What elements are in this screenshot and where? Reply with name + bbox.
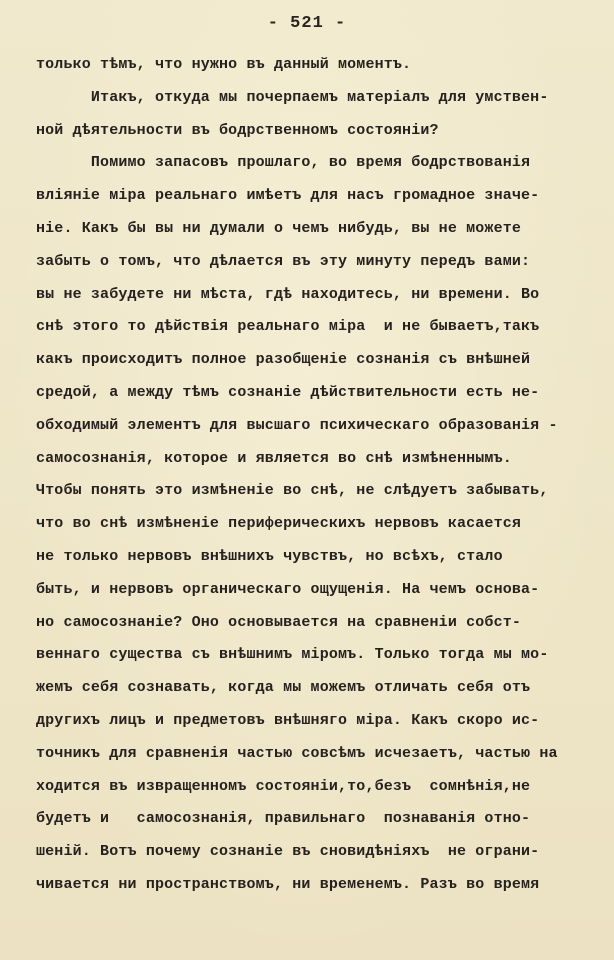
text-line: быть, и нервовъ органическаго ощущенія. На чемъ основа-	[36, 580, 540, 598]
text-line: чивается ни пространствомъ, ни временемъ. Разъ во время	[36, 876, 540, 893]
text-line: вліяніе міра реальнаго имѣетъ для насъ громадное значе-	[36, 187, 540, 205]
text-line: другихъ лицъ и предметовъ внѣшняго міра. Какъ скоро ис-	[36, 712, 540, 729]
text-line: шеній. Вотъ почему сознаніе въ сновидѣніяхъ не ограни-	[36, 843, 540, 861]
text-line: веннаго существа съ внѣшнимъ міромъ. Только тогда мы мо-	[36, 646, 549, 664]
text-line: средой, а между тѣмъ сознаніе дѣйствительности есть не-	[36, 384, 540, 401]
text-line: ніе. Какъ бы вы ни думали о чемъ нибудь, вы не можете	[36, 220, 522, 237]
text-line: Итакъ, откуда мы почерпаемъ матеріалъ для умствен-	[36, 88, 549, 106]
text-line: снѣ этого то дѣйствія реальнаго міра и не бываетъ,такъ	[36, 318, 540, 336]
text-line: будетъ и самосознанія, правильнаго познаванія отно-	[36, 810, 531, 828]
page-number: - 521 -	[267, 14, 347, 33]
text-line: вы не забудете ни мѣста, гдѣ находитесь, ни времени. Во	[36, 285, 540, 303]
text-line: обходимый элементъ для высшаго психическаго образованія -	[36, 416, 558, 434]
text-line: точникъ для сравненія частью совсѣмъ исчезаетъ, частью на	[36, 744, 558, 762]
text-line: что во снѣ измѣненіе периферическихъ нервовъ касается	[36, 515, 522, 533]
text-line: жемъ себя сознавать, когда мы можемъ отличать себя отъ	[36, 679, 531, 697]
text-line: только тѣмъ, что нужно въ данный моментъ.	[36, 56, 412, 73]
text-line: ходится въ извращенномъ состояніи,то,безъ сомнѣнія,не	[36, 777, 531, 795]
text-line: забыть о томъ, что дѣлается въ эту минуту передъ вами:	[36, 252, 531, 270]
text-line: ной дѣятельности въ бодрственномъ состояніи?	[36, 121, 439, 139]
text-line: но самосознаніе? Оно основывается на сравненіи собст-	[36, 613, 522, 631]
text-line: не только нервовъ внѣшнихъ чувствъ, но всѣхъ, стало	[36, 548, 503, 565]
text-line: какъ происходитъ полное разобщеніе сознанія съ внѣшней	[36, 351, 531, 369]
text-line: Помимо запасовъ прошлаго, во время бодрствованія	[36, 154, 531, 172]
text-line: самосознанія, которое и является во снѣ измѣненнымъ.	[36, 449, 512, 467]
text-line: Чтобы понять это измѣненіе во снѣ, не слѣдуетъ забывать,	[36, 482, 549, 500]
